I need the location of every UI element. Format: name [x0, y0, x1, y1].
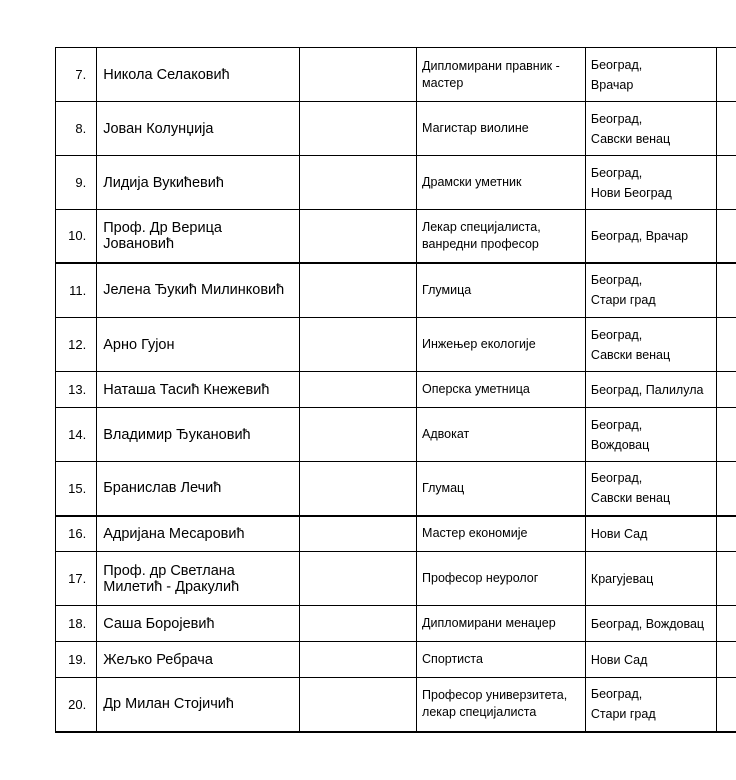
- row-number: 11.: [56, 263, 97, 318]
- row-number: 10.: [56, 210, 97, 263]
- empty-cell: [300, 642, 417, 678]
- cut-off-cell: [717, 210, 736, 263]
- candidate-name: Проф. Др Верица: [103, 219, 222, 236]
- candidate-table: [55, 47, 736, 733]
- residence: Београд,: [590, 165, 643, 180]
- residence: Београд, Врачар: [590, 228, 689, 243]
- occupation-cell: [417, 552, 586, 606]
- candidate-name: Саша Боројевић: [103, 615, 215, 632]
- residence: Вождовац: [590, 437, 650, 452]
- candidate-name-cell: [97, 263, 300, 318]
- occupation: Спортиста: [422, 652, 483, 666]
- table-row: [56, 516, 736, 552]
- row-number: 19.: [56, 642, 97, 678]
- row-number: 14.: [56, 408, 97, 462]
- candidate-name-cell: [97, 462, 300, 516]
- row-number: 9.: [56, 156, 97, 210]
- occupation: Лекар специјалиста,: [422, 219, 541, 234]
- residence: Нови Сад: [590, 652, 648, 667]
- candidate-name-cell: [97, 156, 300, 210]
- residence: Крагујевац: [590, 571, 654, 586]
- occupation-cell: [417, 210, 586, 263]
- residence: Стари град: [590, 293, 656, 308]
- residence-cell: [585, 408, 716, 462]
- cut-off-cell: [717, 462, 736, 516]
- residence-cell: [585, 552, 716, 606]
- candidate-name-cell: [97, 48, 300, 102]
- cut-off-cell: [717, 678, 736, 732]
- empty-cell: [300, 372, 417, 408]
- empty-cell: [300, 606, 417, 642]
- table-row: [56, 678, 736, 732]
- empty-cell: [300, 552, 417, 606]
- candidate-name-cell: [97, 516, 300, 552]
- empty-cell: [300, 516, 417, 552]
- row-number: 8.: [56, 102, 97, 156]
- residence: Београд,: [590, 417, 643, 432]
- occupation: Магистар виолине: [422, 121, 529, 135]
- table-row: [56, 102, 736, 156]
- occupation-cell: [417, 156, 586, 210]
- candidate-name-cell: [97, 408, 300, 462]
- occupation: Професор неуролог: [422, 571, 539, 585]
- residence-cell: [585, 263, 716, 318]
- residence-cell: [585, 156, 716, 210]
- candidate-name-cell: [97, 372, 300, 408]
- occupation: Инжењер екологије: [422, 337, 536, 351]
- table-row: [56, 48, 736, 102]
- candidate-name: Арно Гујон: [103, 336, 175, 353]
- row-number: 18.: [56, 606, 97, 642]
- candidate-name: Лидија Вукићевић: [103, 174, 224, 191]
- cut-off-cell: [717, 516, 736, 552]
- occupation: Дипломирани менаџер: [422, 616, 556, 630]
- residence: Нови Београд: [590, 185, 672, 200]
- candidate-name: Јовановић: [103, 235, 175, 252]
- cut-off-cell: [717, 156, 736, 210]
- empty-cell: [300, 318, 417, 372]
- row-number: 16.: [56, 516, 97, 552]
- occupation-cell: [417, 48, 586, 102]
- residence: Београд,: [590, 327, 643, 342]
- candidate-name-cell: [97, 210, 300, 263]
- candidate-name-cell: [97, 102, 300, 156]
- candidate-name: Владимир Ђукановић: [103, 426, 251, 443]
- occupation-cell: [417, 642, 586, 678]
- empty-cell: [300, 156, 417, 210]
- residence-cell: [585, 678, 716, 732]
- occupation-cell: [417, 372, 586, 408]
- occupation-cell: [417, 263, 586, 318]
- row-number: 20.: [56, 678, 97, 732]
- occupation: Глумица: [422, 282, 472, 297]
- candidate-name-cell: [97, 678, 300, 732]
- residence: Београд, Палилула: [590, 382, 704, 397]
- cut-off-cell: [717, 372, 736, 408]
- row-number: 7.: [56, 48, 97, 102]
- cut-off-cell: [717, 48, 736, 102]
- table-row: [56, 318, 736, 372]
- row-number: 17.: [56, 552, 97, 606]
- occupation-cell: [417, 606, 586, 642]
- occupation: лекар специјалиста: [422, 705, 537, 720]
- residence: Савски венац: [590, 347, 671, 362]
- residence: Савски венац: [590, 491, 671, 506]
- row-number: 12.: [56, 318, 97, 372]
- residence: Нови Сад: [590, 526, 648, 541]
- residence: Савски венац: [590, 131, 671, 146]
- empty-cell: [300, 678, 417, 732]
- cut-off-cell: [717, 606, 736, 642]
- candidate-name: Бранислав Лечић: [103, 480, 222, 497]
- candidate-name: Адријана Месаровић: [103, 525, 245, 542]
- candidate-name: Др Милан Стојичић: [103, 696, 234, 713]
- occupation-cell: [417, 516, 586, 552]
- cut-off-cell: [717, 318, 736, 372]
- residence-cell: [585, 318, 716, 372]
- residence: Београд,: [590, 687, 643, 702]
- residence: Београд,: [590, 273, 643, 288]
- residence-cell: [585, 462, 716, 516]
- table-row: [56, 462, 736, 516]
- occupation: Професор универзитета,: [422, 688, 568, 703]
- table-row: [56, 263, 736, 318]
- table-row: [56, 642, 736, 678]
- residence-cell: [585, 210, 716, 263]
- residence: Стари град: [590, 707, 656, 722]
- empty-cell: [300, 263, 417, 318]
- candidate-name-cell: [97, 552, 300, 606]
- empty-cell: [300, 462, 417, 516]
- residence: Београд,: [590, 471, 643, 486]
- empty-cell: [300, 210, 417, 263]
- residence-cell: [585, 642, 716, 678]
- residence: Београд, Вождовац: [590, 616, 705, 631]
- residence: Врачар: [590, 77, 634, 92]
- occupation: Драмски уметник: [422, 175, 522, 189]
- cut-off-cell: [717, 552, 736, 606]
- cut-off-cell: [717, 642, 736, 678]
- occupation-cell: [417, 408, 586, 462]
- residence: Београд,: [590, 111, 643, 126]
- empty-cell: [300, 48, 417, 102]
- candidate-name: Јелена Ђукић Милинковић: [103, 282, 285, 299]
- candidate-name: Јован Колунџија: [103, 120, 214, 137]
- table-row: [56, 210, 736, 263]
- candidate-name: Милетић - Дракулић: [103, 578, 240, 595]
- occupation-cell: [417, 102, 586, 156]
- occupation: Мастер економије: [422, 526, 528, 541]
- candidate-name-cell: [97, 318, 300, 372]
- residence-cell: [585, 48, 716, 102]
- table-row: [56, 372, 736, 408]
- candidate-name-cell: [97, 642, 300, 678]
- occupation: мастер: [422, 75, 464, 90]
- occupation-cell: [417, 318, 586, 372]
- occupation: Дипломирани правник -: [422, 58, 560, 73]
- residence-cell: [585, 516, 716, 552]
- occupation: Глумац: [422, 480, 465, 495]
- candidate-name-cell: [97, 606, 300, 642]
- candidate-name: Никола Селаковић: [103, 66, 230, 83]
- cut-off-cell: [717, 263, 736, 318]
- occupation: ванредни професор: [422, 236, 539, 251]
- occupation: Адвокат: [422, 427, 470, 441]
- residence-cell: [585, 372, 716, 408]
- residence: Београд,: [590, 57, 643, 72]
- row-number: 15.: [56, 462, 97, 516]
- candidate-name: Проф. др Светлана: [103, 562, 235, 579]
- residence-cell: [585, 102, 716, 156]
- row-number: 13.: [56, 372, 97, 408]
- residence-cell: [585, 606, 716, 642]
- table-row: [56, 606, 736, 642]
- occupation-cell: [417, 678, 586, 732]
- cut-off-cell: [717, 102, 736, 156]
- empty-cell: [300, 102, 417, 156]
- table-row: [56, 408, 736, 462]
- candidate-name: Жељко Ребрача: [103, 651, 213, 668]
- occupation-cell: [417, 462, 586, 516]
- occupation: Оперска уметница: [422, 382, 530, 396]
- candidate-name: Наташа Тасић Кнежевић: [103, 381, 270, 398]
- candidate-table-body: [56, 48, 736, 732]
- cut-off-cell: [717, 408, 736, 462]
- table-row: [56, 156, 736, 210]
- empty-cell: [300, 408, 417, 462]
- table-row: [56, 552, 736, 606]
